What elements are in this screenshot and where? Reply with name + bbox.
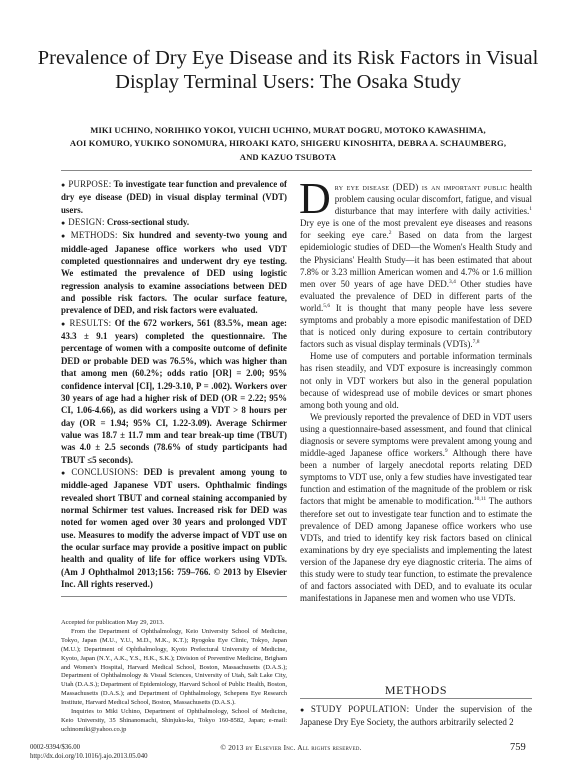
bullet-icon: ● [61,219,66,228]
abstract-label: RESULTS: [69,317,112,328]
reference-marker[interactable]: 1 [529,206,532,213]
accepted-date: Accepted for publication May 29, 2013. [61,619,165,626]
reference-marker[interactable]: 5,6 [323,302,331,309]
abstract-results [61,317,287,466]
bullet-icon: ● [61,468,69,477]
section-heading-methods: METHODS [384,683,448,697]
methods-lead: STUDY POPULATION: [310,704,410,714]
reference-marker[interactable]: 3,4 [449,278,456,285]
bullet-icon: ● [61,181,66,189]
reference-marker[interactable]: 7,8 [472,339,480,346]
reference-marker[interactable]: 9 [444,448,448,455]
abstract-conclusions [61,466,287,590]
correspondence [61,708,287,735]
abstract-design [61,216,287,229]
body-text-span: The authors therefore set out to investigate tear function and to estimate the prevalence of DED among Japanese office workers who use VDTs, and tried to identify key risk factors based on clinical examinations by dry eye specialists and implementing the latest version of the Japanese dry eye diagnostic criteria. The aims of this study were to study tear function, to estimate the prevalence of and factors associated with DED, and to evaluate its ocular manifestations in Japanese men and women who use VDTs. [300,496,532,604]
article-notes [61,619,287,735]
body-paragraph [299,174,533,350]
footer-copyright [196,743,386,752]
abstract-methods [61,229,287,316]
abstract-label: DESIGN: [68,217,105,228]
author-line: AOI KOMURO, YUKIKO SONOMURA, HIROAKI KATO, SHIGERU KINOSHITA, DEBRA A. SCHAUMBERG, [69,138,507,149]
abstract-rule [61,596,287,597]
copyright-text: © 2013 by Elsevier Inc. All rights reserved. [220,743,362,752]
reference-marker[interactable]: 2 [388,230,392,237]
footer-ids [30,743,148,761]
body-text [299,174,533,604]
body-text-span: Based on data from the largest epidemiologic studies of DED—the Women's Health Study and the Physicians' Health Study—it has been estimated that about 7.8% or 3.23 million American women and 4.7% or 1.6 million men over 50 years of age have DED. [300,230,532,289]
body-text-span: We previously reported the prevalence of DED in VDT users using a questionnaire-based assessment, and found that clinical diagnosis or severe symptoms were prevalent among young and middle-aged Japanese office workers. [300,411,532,459]
body-text-span: Other studies have evaluated the prevalence of DED in different parts of the world. [300,278,533,313]
body-text-span: Dry eye is one of the most prevalent eye diseases and reasons for seeking eye care. [300,218,532,241]
body-paragraph [300,411,532,605]
body-text-span: health problem causing ocular discomfort, fatigue, and visual disturbance that may interfere with daily activities. [334,182,532,217]
reference-marker[interactable]: 10,11 [473,496,487,503]
bullet-icon: ● [61,232,68,241]
abstract-label: PURPOSE: [68,179,112,189]
bullet-icon: ● [300,706,308,714]
lead-in: ry eye disease (DED) is an important public [334,182,507,192]
header-rule [61,170,532,171]
affiliations: From the Department of Ophthalmology, Keio University School of Medicine, Tokyo, Japan (M.U., Y.U., M.D., M.K., K.T.); Ryogoku Eye Clinic, Tokyo, Japan (M.U.); Department of Ophthalmology, Kyoto Prefectural University of Medicine, Kyoto, Japan (N.Y., A.K., Y.S., H.K., S.K.); Division of Preventive Medicine, Brigham and Women's Hospital, Harvard Medical School, Boston, Massachusetts (D.A.S.); Department of Ophthalmology & Visual Sciences, University of Utah, Salt Lake City, Utah (D.A.S.); Department of Epidemiology, Harvard School of Public Health, Boston, Massachusetts (D.A.S.); and Department of Ophthalmology, Schepens Eye Research Institute, Harvard Medical School, Boston, Massachusetts (D.A.S.). [61,627,287,707]
body-text-span: It is thought that many people have less severe symptoms and probably a more episodic manifestation of DED that is noticed only during exposure to certain contributory factors such as visual display terminals (VDTs). [300,302,532,350]
page-number: 759 [510,742,526,753]
abstract-text: Of the 672 workers, 561 (83.5%, mean age: 43.3 ± 9.1 years) completed the questionnaire. The percentage of women with a composite outcome of definite DED or probable DED was 76.5%, which was higher than that among men (60.2%; odds ratio [OR] = 2.00; 95% confidence interval [CI], 1.29-3.10, P = .002). Workers over 30 years of age had a higher risk of DED (OR = 2.22; 95% CI, 1.06-4.66), as did workers using a VDT > 8 hours per day (OR = 1.94; 95% CI, 1.22-3.09). Average Schirmer value was 18.7 ± 11.7 mm and tear break-up time (TBUT) was 4.0 ± 2.5 seconds (78.6% of study participants had TBUT ≤5 seconds). [61,317,287,465]
author-list [45,124,531,164]
section-rule [300,698,532,699]
doi-link[interactable]: http://dx.doi.org/10.1016/j.ajo.2013.05.040 [30,753,148,760]
author-line: MIKI UCHINO, NORIHIKO YOKOI, YUICHI UCHINO, MURAT DOGRU, MOTOKO KAWASHIMA, [90,125,486,135]
abstract-text: Six hundred and seventy-two young and middle-aged Japanese office workers who used VDT completed questionnaires and underwent dry eye testing. We estimated the prevalence of DED using logistic regression analysis to examine associations between DED and possible risk factors. The ocular surface feature, prevalence of DED, and risk factors were evaluated. [61,230,287,316]
abstract-label: METHODS: [70,230,118,241]
issn: 0002-9394/$36.00 [30,744,81,751]
body-text-span: Although there have been a number of largely anecdotal reports relating DED symptoms to VDT use, only a few studies have investigated tear function and estimation of the magnitude of the problem or risk factors that might be amenable to modification. [300,448,533,507]
inquiries-text: Inquiries to Miki Uchino, Department of Ophthalmology, School of Medicine, Keio University, 35 Shinanomachi, Shinjuku-ku, Tokyo 160-8582, Japan; e-mail: [61,708,287,724]
abstract [61,178,287,590]
body-paragraph: Home use of computers and portable information terminals has risen steadily, and VDT exposure is increasingly common not only in VDT workers but also in the general population because of widespread use of mobile devices or smart phones among both young and old. [300,351,532,410]
bullet-icon: ● [61,319,67,328]
abstract-text: Cross-sectional study. [106,217,190,228]
email-link[interactable]: uchinomiki@yahoo.co.jp [61,725,127,733]
dropcap: D [299,174,331,223]
methods-paragraph [300,703,532,728]
abstract-purpose [61,178,287,216]
abstract-text: DED is prevalent among young to middle-aged Japanese VDT users. Ophthalmic findings revealed short TBUT and corneal staining accompanied by normal Schirmer test values. Increased risk for DED was noted for women aged over 30 years and prolonged VDT use. Measures to modify the adverse impact of VDT use on the ocular surface may provide a positive impact on public health and quality of life for office workers using VDTs. [61,466,288,565]
methods-text: Under the supervision of the Japanese Dry Eye Society, the authors arbitrarily selected 2 [300,704,532,728]
abstract-text: To investigate tear function and prevalence of dry eye disease (DED) in visual display terminal (VDT) users. [61,179,287,215]
author-line: AND KAZUO TSUBOTA [239,151,337,162]
citation: (Am J Ophthalmol 2013;156: 759–766. © 2013 by Elsevier Inc. All rights reserved.) [61,566,287,589]
abstract-label: CONCLUSIONS: [71,466,139,477]
article-title: Prevalence of Dry Eye Disease and its Risk Factors in Visual Display Terminal Users: The Osaka Study [37,47,539,93]
